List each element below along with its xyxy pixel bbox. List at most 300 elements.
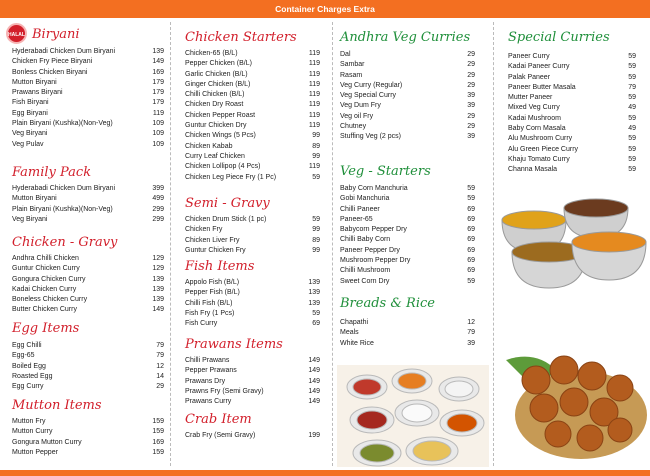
- item-name: Andhra Chilli Chicken: [12, 255, 79, 262]
- menu-item: [185, 162, 320, 172]
- menu-item: [12, 341, 164, 351]
- menu-item: [185, 173, 320, 183]
- item-price: 29: [156, 383, 164, 391]
- menu-item: [340, 246, 475, 256]
- item-name: Chicken Lollipop (4 Pcs): [185, 163, 261, 171]
- item-price: 79: [467, 329, 475, 337]
- item-price: 59: [628, 145, 636, 153]
- menu-item: [508, 155, 636, 165]
- section-special-curries: [508, 30, 636, 176]
- section-title: Biryani: [32, 27, 80, 42]
- item-name: Chicken Drum Stick (1 pc): [185, 216, 267, 223]
- item-price: 119: [308, 122, 320, 130]
- menu-item: [12, 382, 164, 392]
- item-name: Plain Biryani (Kushka)(Non-Veg): [12, 120, 113, 128]
- item-price: 399: [152, 185, 164, 192]
- menu-item: [185, 377, 320, 387]
- item-price: 169: [152, 68, 164, 76]
- item-price: 119: [308, 111, 320, 119]
- menu-item: [508, 103, 636, 113]
- item-price: 129: [152, 265, 164, 273]
- item-name: Guntur Chicken Curry: [12, 265, 80, 273]
- section-crab-item: [185, 412, 320, 441]
- item-price: 149: [308, 398, 320, 406]
- menu-item: [185, 142, 320, 152]
- item-name: Chicken Leg Piece Fry (1 Pc): [185, 173, 277, 181]
- item-price: 69: [467, 257, 475, 265]
- item-price: 149: [308, 377, 320, 385]
- item-name: Pepper Prawans: [185, 367, 237, 375]
- item-name: Egg Curry: [12, 383, 44, 391]
- halal-badge: HALAL: [6, 23, 27, 44]
- menu-item: [508, 114, 636, 124]
- menu-item: [185, 366, 320, 376]
- item-name: Chilli Fish (B/L): [185, 299, 233, 307]
- item-price: 149: [152, 58, 164, 66]
- item-name: Hyderabadi Chicken Dum Biryani: [12, 185, 116, 192]
- item-price: 59: [628, 94, 636, 102]
- item-name: Veg Special Curry: [340, 92, 397, 100]
- menu-item: [12, 47, 164, 57]
- fried-snacks-photo: [496, 330, 650, 468]
- menu-item: [12, 285, 164, 295]
- menu-item: [185, 225, 320, 235]
- item-name: Chutney: [340, 123, 367, 131]
- item-name: Rasam: [340, 71, 363, 79]
- item-name: Bonless Chicken Biryani: [12, 68, 88, 76]
- menu-item: [185, 397, 320, 407]
- item-price: 59: [628, 73, 636, 81]
- section-title: Crab Item: [185, 412, 252, 427]
- item-price: 129: [152, 255, 164, 262]
- container-charges-banner: Container Charges Extra: [0, 0, 650, 18]
- menu-item: [340, 112, 475, 122]
- item-price: 139: [308, 289, 320, 297]
- menu-item: [508, 134, 636, 144]
- item-price: 169: [152, 438, 164, 446]
- item-name: Meals: [340, 329, 359, 337]
- menu-item: [12, 140, 164, 150]
- item-price: 139: [308, 299, 320, 307]
- item-price: 59: [628, 63, 636, 71]
- item-price: 109: [152, 140, 164, 148]
- item-name: Sweet Corn Dry: [340, 277, 390, 285]
- item-price: 59: [628, 135, 636, 143]
- item-name: Veg Dum Fry: [340, 102, 381, 110]
- menu-item: [12, 362, 164, 372]
- item-price: 99: [312, 132, 320, 140]
- item-price: 39: [467, 339, 475, 347]
- menu-item: [185, 152, 320, 162]
- item-price: 119: [308, 80, 320, 88]
- item-name: Guntur Chicken Dry: [185, 122, 247, 130]
- section-title: Andhra Veg Curries: [340, 30, 471, 45]
- menu-item: [185, 278, 320, 288]
- item-name: Butter Chicken Curry: [12, 306, 77, 314]
- item-price: 139: [152, 285, 164, 293]
- menu-item: [508, 52, 636, 62]
- item-price: 109: [152, 120, 164, 128]
- item-price: 59: [467, 195, 475, 203]
- item-name: Khaju Tomato Curry: [508, 155, 570, 163]
- item-name: Crab Fry (Semi Gravy): [185, 432, 256, 439]
- section-veg-starters: [340, 164, 475, 287]
- menu-item: [508, 145, 636, 155]
- section-prawans-items: [185, 337, 320, 407]
- menu-item: [185, 246, 320, 256]
- menu-item: [340, 205, 475, 215]
- item-name: Veg Curry (Regular): [340, 81, 403, 89]
- footer-bar: [0, 470, 650, 476]
- item-price: 59: [312, 173, 320, 181]
- menu-item: [185, 236, 320, 246]
- item-price: 299: [152, 215, 164, 223]
- section-title: Veg - Starters: [340, 164, 431, 179]
- item-name: Fish Biryani: [12, 99, 49, 107]
- menu-item: [340, 81, 475, 91]
- menu-item: [185, 215, 320, 225]
- item-price: 99: [312, 246, 320, 254]
- menu-item: [340, 132, 475, 142]
- menu-item: [508, 165, 636, 175]
- item-price: 149: [308, 357, 320, 364]
- menu-item: [12, 109, 164, 119]
- item-name: Veg Biryani: [12, 130, 48, 138]
- menu-item: [340, 101, 475, 111]
- item-name: Mutter Paneer: [508, 94, 553, 102]
- item-name: Mutton Fry: [12, 418, 46, 425]
- item-price: 39: [467, 102, 475, 110]
- menu-item: [185, 111, 320, 121]
- menu-item: [185, 49, 320, 59]
- menu-item: [340, 215, 475, 225]
- menu-item: [12, 417, 164, 427]
- menu-item: [340, 235, 475, 245]
- item-name: Pepper Fish (B/L): [185, 289, 240, 297]
- item-price: 79: [156, 352, 164, 360]
- item-price: 139: [152, 275, 164, 283]
- item-price: 299: [152, 205, 164, 213]
- section-fish-items: [185, 259, 320, 329]
- section-title: Egg Items: [12, 321, 80, 336]
- menu-item: [12, 119, 164, 129]
- menu-item: [340, 60, 475, 70]
- item-price: 29: [467, 71, 475, 79]
- item-name: Mutton Curry: [12, 428, 53, 436]
- item-name: Roasted Egg: [12, 372, 53, 380]
- item-price: 69: [467, 205, 475, 213]
- item-price: 12: [467, 319, 475, 326]
- item-name: Veg Biryani: [12, 215, 48, 223]
- item-name: Palak Paneer: [508, 73, 551, 81]
- item-name: Boiled Egg: [12, 362, 46, 370]
- menu-item: [12, 264, 164, 274]
- menu-item: [185, 387, 320, 397]
- item-price: 29: [467, 123, 475, 131]
- item-price: 109: [152, 130, 164, 138]
- item-name: Channa Masala: [508, 166, 558, 174]
- item-name: Egg Biryani: [12, 109, 48, 117]
- menu-item: [340, 91, 475, 101]
- item-name: Gongura Chicken Curry: [12, 275, 86, 283]
- section-title: Chicken Starters: [185, 30, 297, 45]
- item-price: 159: [152, 418, 164, 425]
- item-name: Guntur Chicken Fry: [185, 246, 246, 254]
- item-name: Prawns Fry (Semi Gravy): [185, 387, 264, 395]
- item-name: Dal: [340, 51, 351, 58]
- item-price: 89: [312, 142, 320, 150]
- item-price: 39: [467, 133, 475, 141]
- menu-item: [12, 184, 164, 194]
- section-semi-gravy: [185, 196, 320, 256]
- menu-item: [340, 328, 475, 338]
- item-name: Baby Corn Masala: [508, 125, 566, 133]
- menu-item: [185, 288, 320, 298]
- item-name: Kadai Mushroom: [508, 114, 561, 122]
- menu-item: [185, 356, 320, 366]
- item-price: 29: [467, 61, 475, 69]
- item-price: 29: [467, 112, 475, 120]
- menu-item: [12, 78, 164, 88]
- item-price: 79: [628, 83, 636, 91]
- menu-item: [508, 83, 636, 93]
- item-name: Chilli Mushroom: [340, 267, 391, 275]
- menu-item: [185, 80, 320, 90]
- menu-item: [340, 50, 475, 60]
- section-biryani: [12, 27, 164, 150]
- item-name: Ginger Chicken (B/L): [185, 80, 251, 88]
- menu-item: [12, 305, 164, 315]
- item-price: 179: [152, 99, 164, 107]
- item-price: 12: [156, 362, 164, 370]
- menu-item: [340, 225, 475, 235]
- menu-item: [12, 215, 164, 225]
- item-price: 119: [308, 70, 320, 78]
- item-price: 149: [308, 387, 320, 395]
- item-price: 139: [308, 279, 320, 286]
- item-name: Appolo Fish (B/L): [185, 279, 240, 286]
- item-price: 89: [312, 236, 320, 244]
- item-name: Chapathi: [340, 319, 369, 326]
- menu-item: [12, 254, 164, 264]
- item-price: 14: [156, 372, 164, 380]
- menu-item: [185, 131, 320, 141]
- section-mutton-items: [12, 398, 164, 458]
- item-price: 29: [467, 81, 475, 89]
- item-price: 139: [152, 296, 164, 304]
- item-name: Chicken Liver Fry: [185, 236, 240, 244]
- item-name: Sambar: [340, 61, 365, 69]
- menu-item: [508, 93, 636, 103]
- item-price: 29: [467, 51, 475, 58]
- item-name: Chilli Paneer: [340, 205, 380, 213]
- item-price: 69: [467, 215, 475, 223]
- item-price: 119: [152, 109, 164, 117]
- item-name: Paneer-65: [340, 215, 373, 223]
- item-name: Mutton Biryani: [12, 195, 57, 203]
- item-price: 199: [308, 432, 320, 439]
- item-name: Chicken Fry Piece Biryani: [12, 58, 93, 66]
- item-price: 59: [312, 309, 320, 317]
- item-price: 59: [628, 114, 636, 122]
- menu-item: [12, 68, 164, 78]
- item-price: 79: [156, 342, 164, 349]
- item-name: Chicken Wings (5 Pcs): [185, 132, 256, 140]
- item-name: Egg-65: [12, 352, 35, 360]
- item-name: Mixed Veg Curry: [508, 104, 560, 112]
- item-name: Chilli Prawans: [185, 357, 230, 364]
- menu-item: [185, 59, 320, 69]
- item-price: 119: [308, 60, 320, 68]
- item-price: 499: [152, 195, 164, 203]
- menu-item: [12, 351, 164, 361]
- item-name: Mushroom Pepper Dry: [340, 257, 411, 265]
- menu-item: [340, 184, 475, 194]
- item-price: 99: [312, 152, 320, 160]
- item-price: 49: [628, 104, 636, 112]
- menu-item: [340, 318, 475, 328]
- section-egg-items: [12, 321, 164, 392]
- section-title: Mutton Items: [12, 398, 102, 413]
- menu-item: [340, 122, 475, 132]
- menu-item: [340, 256, 475, 266]
- item-name: Paneer Butter Masala: [508, 83, 576, 91]
- item-name: Chilli Baby Corn: [340, 236, 391, 244]
- item-price: 119: [308, 163, 320, 171]
- item-name: White Rice: [340, 339, 374, 347]
- item-name: Baby Corn Manchuria: [340, 185, 408, 192]
- section-chicken-starters: [185, 30, 320, 183]
- item-price: 119: [308, 50, 320, 57]
- menu-item: [185, 319, 320, 329]
- item-name: Paneer Curry: [508, 53, 550, 60]
- item-price: 59: [628, 155, 636, 163]
- column-divider: [170, 22, 171, 466]
- section-title: Prawans Items: [185, 337, 283, 352]
- menu-item: [12, 129, 164, 139]
- item-price: 69: [312, 320, 320, 328]
- menu-item: [508, 62, 636, 72]
- menu-item: [185, 100, 320, 110]
- item-price: 149: [152, 306, 164, 314]
- item-price: 69: [467, 236, 475, 244]
- item-price: 139: [152, 48, 164, 55]
- column-divider: [332, 22, 333, 466]
- item-name: Chicken Dry Roast: [185, 101, 244, 109]
- item-price: 49: [628, 125, 636, 133]
- item-price: 69: [467, 226, 475, 234]
- menu-item: [12, 427, 164, 437]
- item-name: Prawans Curry: [185, 398, 232, 406]
- item-name: Fish Fry (1 Pcs): [185, 309, 235, 317]
- section-breads-rice: [340, 296, 475, 349]
- section-title: Fish Items: [185, 259, 255, 274]
- item-name: Alu Green Piece Curry: [508, 145, 579, 153]
- menu-item: [12, 275, 164, 285]
- menu-item: [12, 88, 164, 98]
- menu-item: [12, 448, 164, 458]
- item-name: Chicken Kabab: [185, 142, 233, 150]
- item-name: Plain Biryani (Kushka)(Non-Veg): [12, 205, 113, 213]
- item-name: Pepper Chicken (B/L): [185, 60, 252, 68]
- menu-item: [185, 121, 320, 131]
- item-name: Prawans Biryani: [12, 89, 63, 97]
- item-price: 179: [152, 89, 164, 97]
- item-name: Fish Curry: [185, 320, 218, 328]
- thali-bowls-photo: [337, 365, 489, 467]
- menu-item: [340, 339, 475, 349]
- item-name: Gobi Manchuria: [340, 195, 390, 203]
- item-price: 59: [628, 53, 636, 60]
- item-name: Chicken-65 (B/L): [185, 50, 238, 57]
- section-title: Special Curries: [508, 30, 610, 45]
- menu-item: [12, 205, 164, 215]
- item-name: Boneless Chicken Curry: [12, 296, 88, 304]
- item-name: Mutton Biryani: [12, 78, 57, 86]
- section-title: Semi - Gravy: [185, 196, 270, 211]
- menu-item: [340, 194, 475, 204]
- item-price: 59: [467, 185, 475, 192]
- section-title: Breads & Rice: [340, 296, 435, 311]
- item-name: Paneer Pepper Dry: [340, 246, 400, 254]
- item-price: 119: [308, 101, 320, 109]
- item-name: Stuffing Veg (2 pcs): [340, 133, 401, 141]
- section-chicken-gravy: [12, 235, 164, 316]
- item-name: Gongura Mutton Curry: [12, 438, 82, 446]
- item-name: Egg Chilli: [12, 342, 42, 349]
- item-price: 69: [467, 267, 475, 275]
- item-name: Chilli Chicken (B/L): [185, 91, 245, 99]
- item-name: Babycorn Pepper Dry: [340, 226, 407, 234]
- item-name: Chicken Pepper Roast: [185, 111, 256, 119]
- menu-item: [12, 194, 164, 204]
- menu-item: [340, 266, 475, 276]
- menu-item: [340, 277, 475, 287]
- menu-item: [185, 299, 320, 309]
- item-price: 69: [467, 246, 475, 254]
- menu-item: [12, 57, 164, 67]
- item-name: Curry Leaf Chicken: [185, 152, 245, 160]
- section-title: Family Pack: [12, 165, 92, 180]
- menu-item: [12, 372, 164, 382]
- menu-item: [508, 124, 636, 134]
- item-price: 99: [312, 226, 320, 234]
- menu-item: [185, 431, 320, 441]
- section-title: Chicken - Gravy: [12, 235, 118, 250]
- menu-item: [185, 309, 320, 319]
- item-price: 159: [152, 428, 164, 436]
- menu-item: [12, 438, 164, 448]
- section-family-pack: [12, 165, 164, 225]
- item-name: Chicken Fry: [185, 226, 223, 234]
- item-price: 39: [467, 92, 475, 100]
- item-price: 149: [308, 367, 320, 375]
- item-name: Alu Mushroom Curry: [508, 135, 573, 143]
- menu-item: [12, 295, 164, 305]
- curry-bowls-photo: [494, 190, 650, 300]
- item-name: Veg Pulav: [12, 140, 44, 148]
- item-price: 159: [152, 448, 164, 456]
- menu-item: [185, 70, 320, 80]
- item-name: Garlic Chicken (B/L): [185, 70, 248, 78]
- item-price: 59: [467, 277, 475, 285]
- item-price: 179: [152, 78, 164, 86]
- item-name: Mutton Pepper: [12, 448, 58, 456]
- item-name: Hyderabadi Chicken Dum Biryani: [12, 48, 116, 55]
- item-price: 119: [308, 91, 320, 99]
- item-name: Kadai Chicken Curry: [12, 285, 77, 293]
- item-price: 59: [628, 166, 636, 174]
